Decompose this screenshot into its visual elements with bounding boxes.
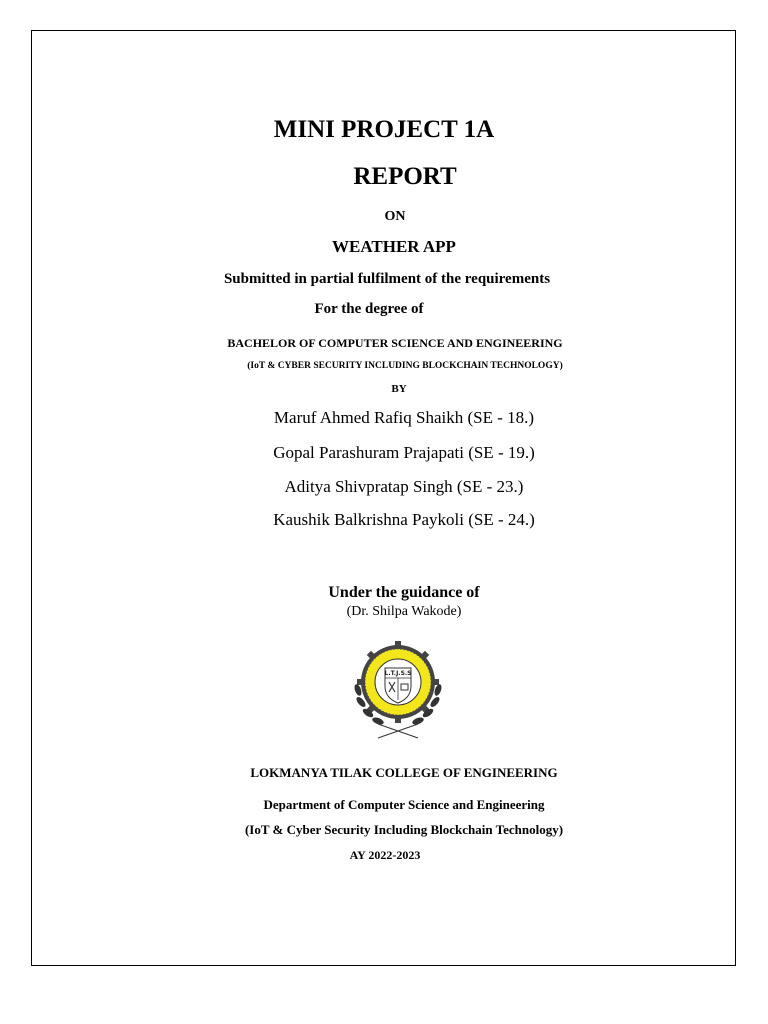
submission-line: Submitted in partial fulfilment of the requirements	[223, 271, 551, 287]
report-subtitle: REPORT	[353, 163, 457, 190]
degree-line: For the degree of	[314, 301, 424, 317]
student-name: Aditya Shivpratap Singh (SE - 23.)	[284, 477, 524, 496]
degree-name: BACHELOR OF COMPUTER SCIENCE AND ENGINEERING	[227, 336, 563, 350]
department-name: Department of Computer Science and Engineering	[263, 797, 545, 812]
report-title: MINI PROJECT 1A	[273, 116, 495, 143]
emblem-text: L.T.J.S.S	[384, 670, 412, 677]
student-name: Gopal Parashuram Prajapati (SE - 19.)	[273, 443, 535, 462]
college-emblem-icon	[348, 640, 444, 740]
department-specialization: (IoT & Cyber Security Including Blockchain Technology)	[244, 822, 564, 837]
project-name: WEATHER APP	[332, 237, 456, 256]
academic-year: AY 2022-2023	[349, 848, 421, 862]
on-label: ON	[384, 209, 406, 224]
guide-name: (Dr. Shilpa Wakode)	[346, 604, 462, 619]
degree-specialization: (IoT & CYBER SECURITY INCLUDING BLOCKCHAIN TECHNOLOGY)	[247, 361, 563, 371]
student-name: Maruf Ahmed Rafiq Shaikh (SE - 18.)	[273, 408, 535, 427]
guidance-label: Under the guidance of	[328, 584, 480, 601]
by-label: BY	[391, 383, 407, 395]
college-name: LOKMANYA TILAK COLLEGE OF ENGINEERING	[250, 765, 558, 780]
student-name: Kaushik Balkrishna Paykoli (SE - 24.)	[273, 510, 535, 529]
